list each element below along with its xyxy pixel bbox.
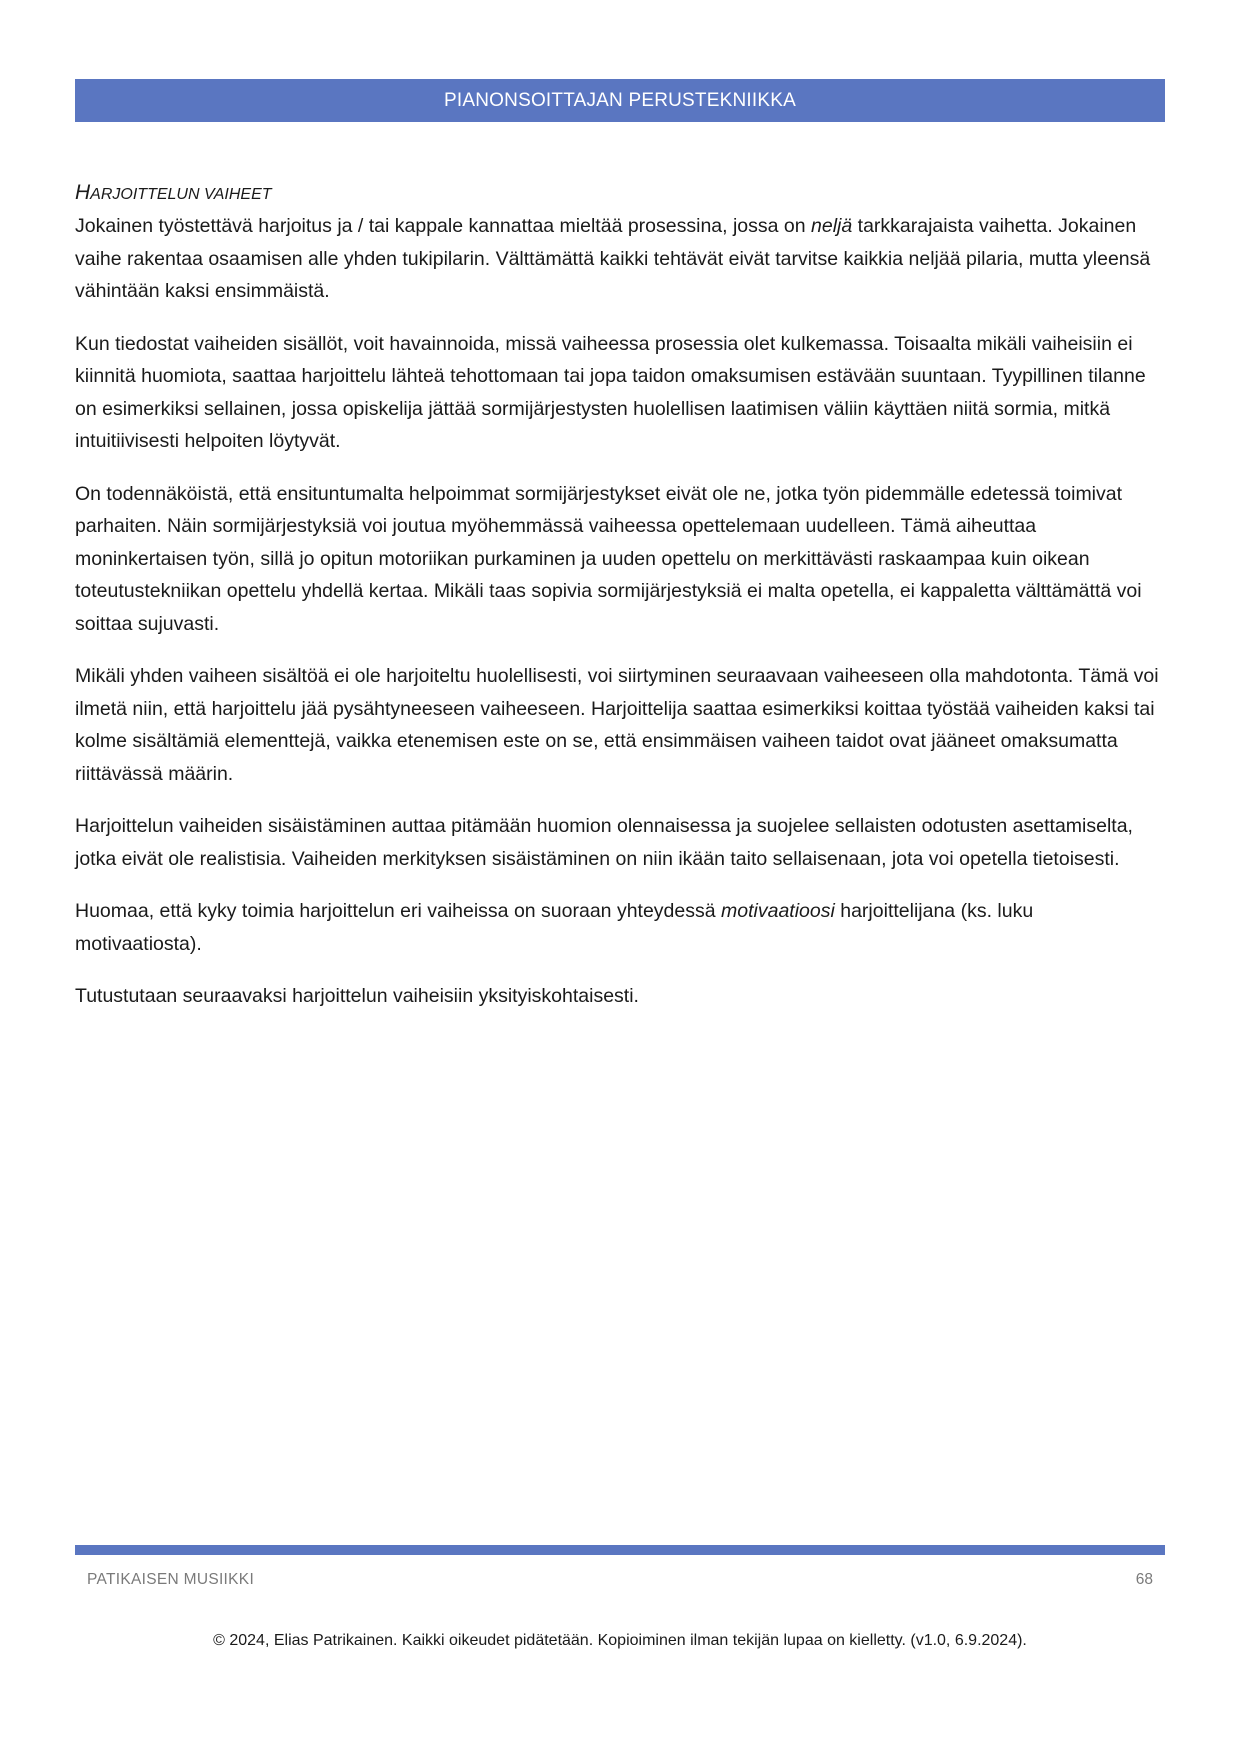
footer-bar — [75, 1545, 1165, 1555]
paragraph-6-emphasis: motivaatioosi — [721, 900, 835, 922]
paragraph-6 — [75, 895, 1165, 960]
section-heading-initial: H — [75, 181, 91, 204]
paragraph-1-emphasis: neljä — [811, 215, 853, 237]
footer-publisher: PATIKAISEN MUSIIKKI — [87, 1571, 255, 1588]
paragraph-1 — [75, 210, 1165, 308]
paragraph-2: Kun tiedostat vaiheiden sisällöt, voit havainnoida, missä vaiheessa prosessia olet kulkemassa. Toisaalta mikäli vaiheisiin ei kiinnitä huomiota, saattaa harjoittelu lähteä tehottomaan tai jopa taidon omaksumisen estävään suuntaan. Tyypillinen tilanne on esimerkiksi sellainen, jossa opiskelija jättää sormijärjestysten huolellisen laatimisen väliin käyttäen niitä sormia, mitkä intuitiivisesti helpoiten löytyvät. — [75, 332, 1146, 452]
section-heading-rest: ARJOITTELUN VAIHEET — [90, 186, 272, 203]
paragraph-1-text-a: Jokainen työstettävä harjoitus ja / tai kappale kannattaa mieltää prosessina, jossa on — [75, 215, 812, 237]
copyright-notice: © 2024, Elias Patrikainen. Kaikki oikeudet pidätetään. Kopioiminen ilman tekijän lupaa on kielletty. (v1.0, 6.9.2024). — [213, 1632, 1027, 1649]
page-header-title: PIANONSOITTAJAN PERUSTEKNIIKKA — [444, 89, 796, 111]
paragraph-3: On todennäköistä, että ensituntumalta helpoimmat sormijärjestykset eivät ole ne, jotka työn pidemmälle edetessä toimivat parhaiten. Näin sormijärjestyksiä voi joutua myöhemmässä vaiheessa opettelemaan uudelleen. Tämä aiheuttaa moninkertaisen työn, sillä jo opitun motoriikan purkaminen ja uuden opettelu on merkittävästi raskaampaa kuin oikean toteutustekniikan opettelu yhdellä kertaa. Mikäli taas sopivia sormijärjestyksiä ei malta opetella, ei kappaletta välttämättä voi soittaa sujuvasti. — [75, 482, 1142, 635]
page-number: 68 — [1135, 1571, 1153, 1588]
section-heading — [75, 178, 1165, 210]
paragraph-1-text-b: tarkkarajaista vaihetta. Jokainen vaihe rakentaa osaamisen alle yhden tukipilarin. Välttämättä kaikki tehtävät eivät tarvitse kaikkia neljää pilaria, mutta yleensä vähintään kaksi ensimmäistä. — [75, 215, 1151, 302]
paragraph-6-text-a: Huomaa, että kyky toimia harjoittelun eri vaiheissa on suoraan yhteydessä — [75, 900, 722, 922]
paragraph-7: Tutustutaan seuraavaksi harjoittelun vaiheisiin yksityiskohtaisesti. — [75, 985, 639, 1007]
paragraph-4: Mikäli yhden vaiheen sisältöä ei ole harjoiteltu huolellisesti, voi siirtyminen seuraavaan vaiheeseen olla mahdotonta. Tämä voi ilmetä niin, että harjoittelu jää pysähtyneeseen vaiheeseen. Harjoittelija saattaa esimerkiksi koittaa työstää vaiheiden kaksi tai kolme sisältämiä elementtejä, vaikka etenemisen este on se, että ensimmäisen vaiheen taidot ovat jääneet omaksumatta riittävässä määrin. — [75, 665, 1159, 785]
paragraph-5: Harjoittelun vaiheiden sisäistäminen auttaa pitämään huomion olennaisessa ja suojelee sellaisten odotusten asettamiselta, jotka eivät ole realistisia. Vaiheiden merkityksen sisäistäminen on niin ikään taito sellaisenaan, jota voi opetella tietoisesti. — [75, 815, 1133, 870]
paragraph-6-text-b: harjoittelijana (ks. luku motivaatiosta). — [75, 900, 1034, 955]
header-bar — [75, 79, 1165, 122]
main-content — [75, 178, 1165, 1033]
